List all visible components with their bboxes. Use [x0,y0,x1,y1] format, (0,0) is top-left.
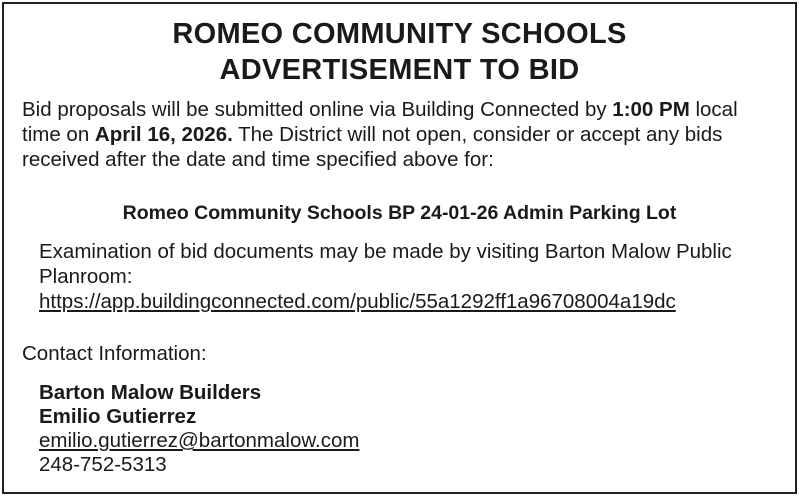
examination-text: Examination of bid documents may be made by visiting Barton Malow Public Planroom: [39,240,732,288]
contact-block [39,381,359,477]
deadline-date: April 16, 2026. [94,123,233,146]
contact-phone: 248-752-5313 [39,453,167,476]
project-name: Romeo Community Schools BP 24-01-26 Admin Parking Lot [122,202,677,224]
contact-label: Contact Information: [22,342,207,365]
planroom-link[interactable]: https://app.buildingconnected.com/public/55a1292ff1a96708004a19dc [39,290,676,313]
ad-title [4,16,795,88]
title-line-1: ROMEO COMMUNITY SCHOOLS [172,18,627,50]
title-line-2: ADVERTISEMENT TO BID [219,54,580,86]
bid-advertisement [2,2,797,494]
contact-company: Barton Malow Builders [39,381,262,404]
intro-paragraph [22,97,781,172]
contact-name: Emilio Gutierrez [39,405,197,428]
examination-paragraph [39,239,781,314]
intro-text-1: Bid proposals will be submitted online via Building Connected by [22,98,613,121]
contact-email-link[interactable]: emilio.gutierrez@bartonmalow.com [39,429,360,452]
deadline-time: 1:00 PM [612,98,690,121]
intro-text-2: local time on [22,98,738,146]
intro-text-3: The District will not open, consider or accept any bids received after the date and time specified above for: [22,123,723,171]
